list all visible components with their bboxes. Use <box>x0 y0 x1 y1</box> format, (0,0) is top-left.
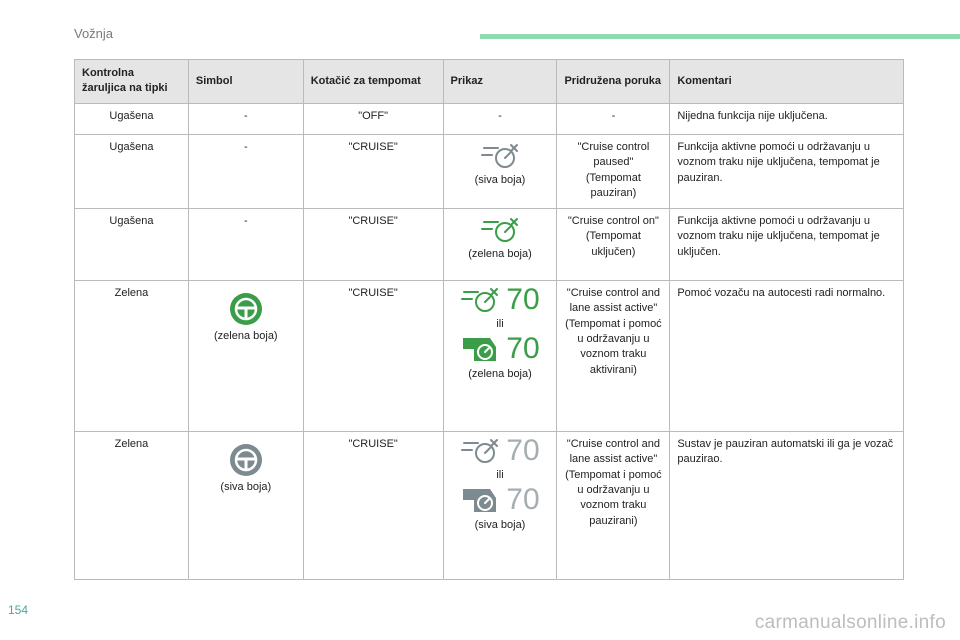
cell-message: "Cruise control and lane assist active" (Tempomat i pomoć u održavanju u voznom traku aktivirani) <box>557 280 670 431</box>
cell-comment: Funkcija aktivne pomoći u održavanju u voznom traku nije uključena, tempomat je uključen. <box>670 208 904 280</box>
cell-wheel: "CRUISE" <box>303 208 443 280</box>
display-variant-outline <box>446 282 555 316</box>
cruise-control-outline-icon <box>480 216 520 244</box>
cell-message: "Cruise control and lane assist active" (Tempomat i pomoć u održavanju u voznom traku pauzirani) <box>557 431 670 579</box>
header-accent-bar <box>480 34 960 39</box>
header-lamp: Kontrolna žaruljica na tipki <box>75 60 189 104</box>
cell-symbol <box>188 431 303 579</box>
cell-lamp: Ugašena <box>75 208 189 280</box>
cell-lamp: Zelena <box>75 431 189 579</box>
table-row <box>75 208 904 280</box>
cell-lamp: Ugašena <box>75 103 189 134</box>
cell-display: - <box>443 103 557 134</box>
header-display: Prikaz <box>443 60 557 104</box>
cell-message: "Cruise control on" (Tempomat uključen) <box>557 208 670 280</box>
cell-lamp: Ugašena <box>75 134 189 208</box>
cell-symbol <box>188 280 303 431</box>
cell-message: "Cruise control paused" (Tempomat pauziran) <box>557 134 670 208</box>
cell-message: - <box>557 103 670 134</box>
table-row <box>75 134 904 208</box>
display-caption: (zelena boja) <box>468 368 532 381</box>
table-header-row <box>75 60 904 104</box>
steering-wheel-icon <box>229 292 263 326</box>
cell-comment: Funkcija aktivne pomoći u održavanju u voznom traku nije uključena, tempomat je pauziran. <box>670 134 904 208</box>
cell-wheel: "CRUISE" <box>303 431 443 579</box>
cell-comment: Sustav je pauziran automatski ili ga je vozač pauzirao. <box>670 431 904 579</box>
watermark: carmanualsonline.info <box>754 612 946 633</box>
cell-symbol: - <box>188 208 303 280</box>
display-caption: (siva boja) <box>474 173 526 186</box>
header-wheel: Kotačić za tempomat <box>303 60 443 104</box>
cell-symbol: - <box>188 103 303 134</box>
speed-value: 70 <box>506 332 540 366</box>
display-variant-outline <box>446 433 555 467</box>
cell-comment: Nijedna funkcija nije uključena. <box>670 103 904 134</box>
cruise-control-filled-icon <box>460 334 500 364</box>
or-label: ili <box>496 468 504 481</box>
cruise-control-filled-icon <box>460 485 500 515</box>
cell-wheel: "CRUISE" <box>303 280 443 431</box>
symbol-caption: (siva boja) <box>220 480 272 493</box>
or-label: ili <box>496 317 504 330</box>
cell-display <box>443 134 557 208</box>
cell-display <box>443 208 557 280</box>
section-title: Vožnja <box>74 26 114 41</box>
header-comment: Komentari <box>670 60 904 104</box>
header-symbol: Simbol <box>188 60 303 104</box>
header-message: Pridružena poruka <box>557 60 670 104</box>
cell-comment: Pomoć vozaču na autocesti radi normalno. <box>670 280 904 431</box>
display-variant-filled <box>446 485 555 515</box>
cell-display <box>443 280 557 431</box>
cruise-control-outline-icon <box>460 285 500 315</box>
display-variant-filled <box>446 334 555 364</box>
speed-value: 70 <box>506 433 540 467</box>
cell-lamp: Zelena <box>75 280 189 431</box>
cell-symbol: - <box>188 134 303 208</box>
cruise-control-table <box>74 59 904 580</box>
steering-wheel-icon <box>229 443 263 477</box>
cell-display <box>443 431 557 579</box>
page-number: 154 <box>8 603 29 617</box>
speed-value: 70 <box>506 282 540 316</box>
cell-wheel: "OFF" <box>303 103 443 134</box>
speed-value: 70 <box>506 483 540 517</box>
table-row <box>75 431 904 579</box>
table-row <box>75 280 904 431</box>
display-caption: (siva boja) <box>474 519 526 532</box>
cruise-control-outline-icon <box>460 436 500 466</box>
table-row <box>75 103 904 134</box>
symbol-caption: (zelena boja) <box>214 329 278 342</box>
cruise-control-outline-icon <box>480 142 520 170</box>
cell-wheel: "CRUISE" <box>303 134 443 208</box>
display-caption: (zelena boja) <box>468 247 532 260</box>
